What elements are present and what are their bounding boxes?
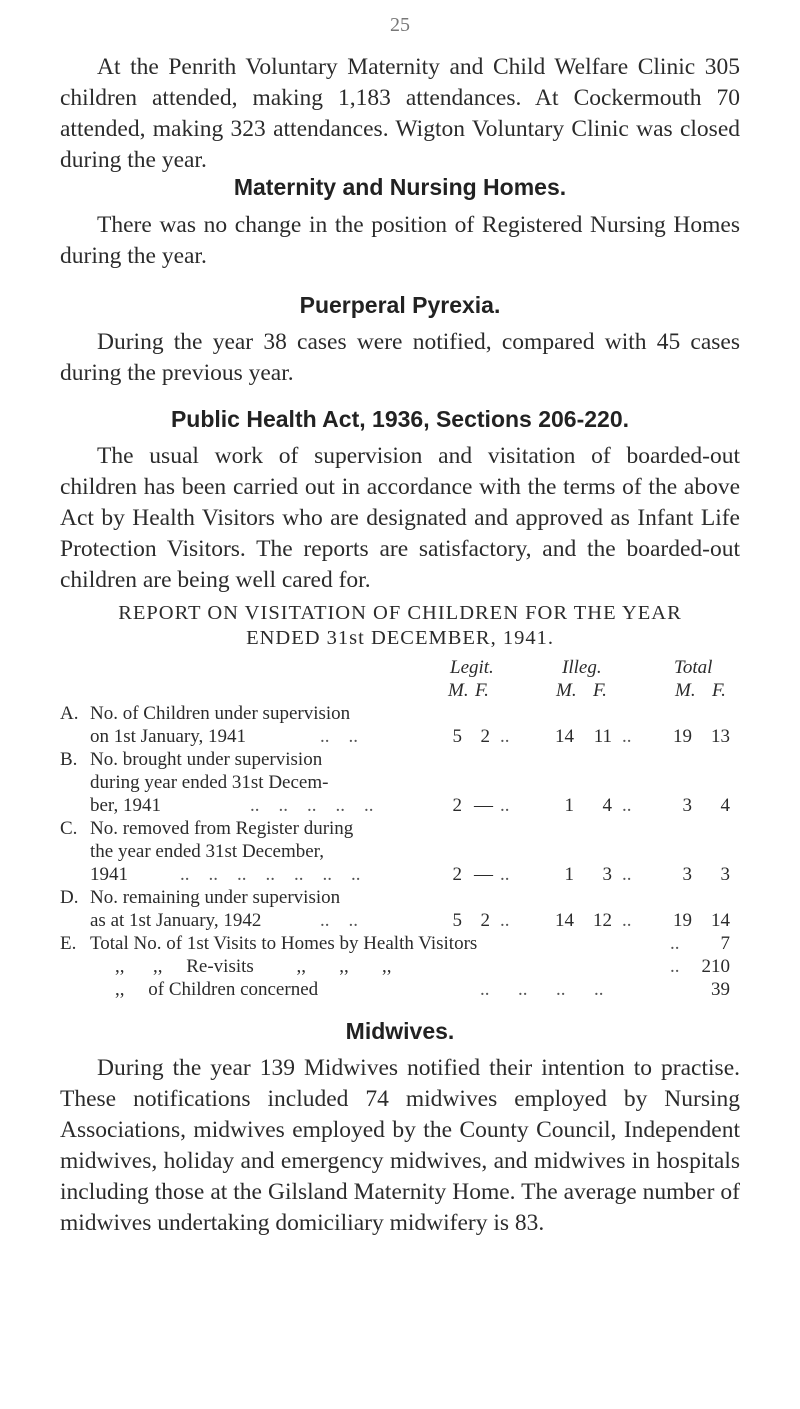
row-c-leader: .. .. .. .. .. .. .. (180, 864, 361, 885)
row-e-value: 7 (720, 933, 730, 954)
row-c-illeg-m: 1 (564, 864, 574, 885)
row-a-total-f: 13 (711, 726, 730, 747)
row-b-line3: ber, 1941 (90, 795, 161, 816)
header-total: Total (674, 657, 713, 678)
row-d-leader: .. .. (320, 910, 358, 931)
row-e-sep: .. (670, 933, 680, 954)
row-c-legit-f: — (474, 864, 493, 885)
row-a-illeg-m: 14 (555, 726, 574, 747)
row-d-total-m: 19 (673, 910, 692, 931)
pyrexia-paragraph: During the year 38 cases were notified, compared with 45 cases during the previous year. (60, 329, 740, 386)
row-b-line1: No. brought under supervision (90, 749, 323, 770)
row-d-sep1: .. (500, 910, 510, 931)
subheader-legit-m: M. (448, 680, 469, 701)
row-c-legit-m: 2 (452, 864, 462, 885)
revisits-sep: .. (670, 956, 680, 977)
header-illeg: Illeg. (562, 657, 602, 678)
subheader-legit-f: F. (475, 680, 489, 701)
revisits-label: ,, ,, Re-visits ,, ,, ,, (115, 956, 392, 977)
row-a-sep2: .. (622, 726, 632, 747)
subheader-illeg-f: F. (593, 680, 607, 701)
row-b-leader: .. .. .. .. .. (250, 795, 374, 816)
heading-midwives: Midwives. (345, 1018, 455, 1044)
row-c-line2: the year ended 31st December, (90, 841, 324, 862)
row-b-total-m: 3 (682, 795, 692, 816)
row-d-line2: as at 1st January, 1942 (90, 910, 262, 931)
row-b-legit-m: 2 (452, 795, 462, 816)
public-health-paragraph: The usual work of supervision and visitation of boarded-out children has been carried out in accordance with the terms of the above Act by Health Visitors who are designated and approved as Infant Life Protection Visitors. The reports are satisfactory, and the boarded-out children are being well cared for. (60, 443, 740, 593)
row-d-illeg-f: 12 (593, 910, 612, 931)
heading-maternity-nursing-homes: Maternity and Nursing Homes. (233, 174, 567, 200)
row-a-total-m: 19 (673, 726, 692, 747)
heading-public-health-act: Public Health Act, 1936, Sections 206-220. (170, 406, 630, 432)
row-b-sep2: .. (622, 795, 632, 816)
row-d-illeg-m: 14 (555, 910, 574, 931)
row-d-legit-m: 5 (452, 910, 462, 931)
row-a-leader: .. .. (320, 726, 358, 747)
children-concerned-value: 39 (711, 979, 730, 1000)
row-a-line1: No. of Children under supervision (90, 703, 351, 724)
row-b-line2: during year ended 31st Decem- (90, 772, 329, 793)
row-a-illeg-f: 11 (593, 726, 612, 747)
table-title-line1: REPORT ON VISITATION OF CHILDREN FOR THE YEAR (118, 602, 682, 624)
row-d-letter: D. (60, 887, 79, 908)
midwives-paragraph: During the year 139 Midwives notified their intention to practise. These notifications included 74 midwives employed by Nursing Associations, midwives employed by the County Council, Independent midwives, holiday and emergency midwives, and midwives in hospitals including those at the Gilsland Maternity Home. The average number of midwives undertaking domiciliary midwifery is 83. (60, 1055, 740, 1236)
nursing-homes-paragraph: There was no change in the position of Registered Nursing Homes during the year. (60, 212, 740, 269)
row-c-letter: C. (60, 818, 78, 839)
row-b-sep1: .. (500, 795, 510, 816)
row-a-legit-m: 5 (452, 726, 462, 747)
row-c-sep2: .. (622, 864, 632, 885)
row-d-line1: No. remaining under supervision (90, 887, 341, 908)
row-e-label: Total No. of 1st Visits to Homes by Health Visitors (90, 933, 478, 954)
row-b-letter: B. (60, 749, 78, 770)
page-number: 25 (390, 14, 410, 36)
row-c-line3: 1941 (90, 864, 128, 885)
row-c-line1: No. removed from Register during (90, 818, 354, 839)
subheader-total-f: F. (712, 680, 726, 701)
row-d-legit-f: 2 (480, 910, 490, 931)
row-a-line2: on 1st January, 1941 (90, 726, 247, 747)
subheader-total-m: M. (675, 680, 696, 701)
table-title-line2: ENDED 31st DECEMBER, 1941. (246, 627, 554, 649)
children-concerned-leader: .. .. .. .. (480, 979, 604, 1000)
row-c-sep1: .. (500, 864, 510, 885)
row-d-sep2: .. (622, 910, 632, 931)
row-c-total-f: 3 (720, 864, 730, 885)
row-b-total-f: 4 (720, 795, 730, 816)
row-b-legit-f: — (474, 795, 493, 816)
row-e-letter: E. (60, 933, 77, 954)
row-a-letter: A. (60, 703, 79, 724)
row-b-illeg-f: 4 (602, 795, 612, 816)
row-d-total-f: 14 (711, 910, 730, 931)
children-concerned-label: ,, of Children concerned (115, 979, 319, 1000)
row-b-illeg-m: 1 (564, 795, 574, 816)
row-c-illeg-f: 3 (602, 864, 612, 885)
heading-puerperal-pyrexia: Puerperal Pyrexia. (299, 292, 501, 318)
revisits-value: 210 (701, 956, 730, 977)
row-c-total-m: 3 (682, 864, 692, 885)
header-legit: Legit. (450, 657, 494, 678)
row-a-sep1: .. (500, 726, 510, 747)
intro-paragraph: At the Penrith Voluntary Maternity and Child Welfare Clinic 305 children attended, making 1,183 attendances. At Cockermouth 70 attended, making 323 attendances. Wigton Voluntary Clinic was closed during the year. (60, 54, 740, 173)
row-a-legit-f: 2 (480, 726, 490, 747)
subheader-illeg-m: M. (556, 680, 577, 701)
